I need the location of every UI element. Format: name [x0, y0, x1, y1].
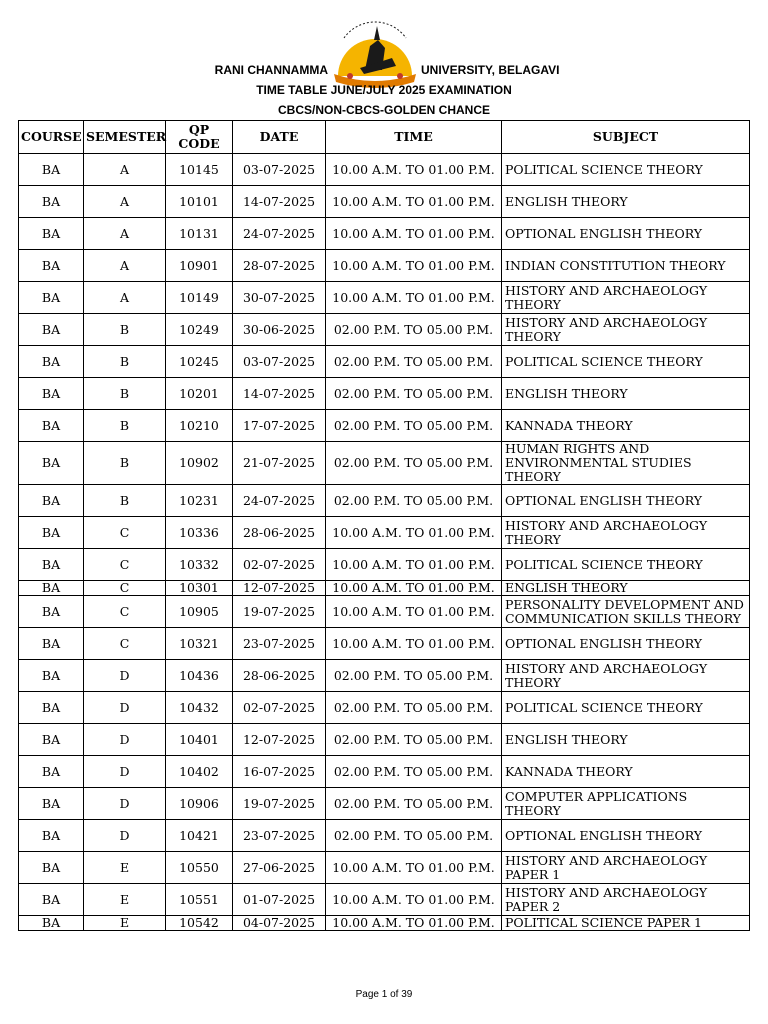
semester-cell: C: [84, 517, 166, 549]
course-cell: BA: [19, 250, 84, 282]
date-cell: 28-07-2025: [233, 250, 326, 282]
date-cell: 17-07-2025: [233, 410, 326, 442]
subject-cell: POLITICAL SCIENCE THEORY: [502, 549, 750, 581]
subject-cell: KANNADA THEORY: [502, 410, 750, 442]
date-cell: 27-06-2025: [233, 852, 326, 884]
semester-cell: D: [84, 756, 166, 788]
qp-code-cell: 10905: [166, 596, 233, 628]
subject-cell: ENGLISH THEORY: [502, 724, 750, 756]
semester-cell: D: [84, 788, 166, 820]
course-cell: BA: [19, 692, 84, 724]
time-cell: 02.00 P.M. TO 05.00 P.M.: [326, 692, 502, 724]
table-row: [19, 724, 750, 756]
course-cell: BA: [19, 378, 84, 410]
exam-scheme: CBCS/NON-CBCS-GOLDEN CHANCE: [278, 103, 490, 117]
time-cell: 10.00 A.M. TO 01.00 P.M.: [326, 218, 502, 250]
subject-cell: PERSONALITY DEVELOPMENT AND COMMUNICATION SKILLS THEORY: [502, 596, 750, 628]
date-cell: 28-06-2025: [233, 517, 326, 549]
semester-cell: C: [84, 581, 166, 596]
time-cell: 10.00 A.M. TO 01.00 P.M.: [326, 154, 502, 186]
time-cell: 02.00 P.M. TO 05.00 P.M.: [326, 820, 502, 852]
column-header-course: COURSE: [19, 121, 84, 154]
date-cell: 02-07-2025: [233, 549, 326, 581]
date-cell: 01-07-2025: [233, 884, 326, 916]
course-cell: BA: [19, 628, 84, 660]
date-cell: 19-07-2025: [233, 788, 326, 820]
qp-code-cell: 10901: [166, 250, 233, 282]
subject-cell: HUMAN RIGHTS AND ENVIRONMENTAL STUDIES THEORY: [502, 442, 750, 485]
subject-cell: POLITICAL SCIENCE THEORY: [502, 692, 750, 724]
course-cell: BA: [19, 852, 84, 884]
qp-code-cell: 10245: [166, 346, 233, 378]
semester-cell: B: [84, 346, 166, 378]
course-cell: BA: [19, 756, 84, 788]
date-cell: 03-07-2025: [233, 154, 326, 186]
table-row: [19, 410, 750, 442]
semester-cell: C: [84, 596, 166, 628]
time-cell: 10.00 A.M. TO 01.00 P.M.: [326, 628, 502, 660]
time-cell: 10.00 A.M. TO 01.00 P.M.: [326, 186, 502, 218]
qp-code-cell: 10402: [166, 756, 233, 788]
qp-code-cell: 10101: [166, 186, 233, 218]
table-row: [19, 692, 750, 724]
course-cell: BA: [19, 916, 84, 931]
table-row: [19, 581, 750, 596]
table-row: [19, 660, 750, 692]
date-cell: 02-07-2025: [233, 692, 326, 724]
qp-code-cell: 10551: [166, 884, 233, 916]
qp-code-cell: 10336: [166, 517, 233, 549]
time-cell: 10.00 A.M. TO 01.00 P.M.: [326, 884, 502, 916]
date-cell: 28-06-2025: [233, 660, 326, 692]
course-cell: BA: [19, 549, 84, 581]
subject-cell: OPTIONAL ENGLISH THEORY: [502, 485, 750, 517]
time-cell: 02.00 P.M. TO 05.00 P.M.: [326, 660, 502, 692]
course-cell: BA: [19, 218, 84, 250]
date-cell: 14-07-2025: [233, 186, 326, 218]
semester-cell: B: [84, 378, 166, 410]
qp-code-cell: 10421: [166, 820, 233, 852]
date-cell: 12-07-2025: [233, 581, 326, 596]
date-cell: 30-07-2025: [233, 282, 326, 314]
semester-cell: A: [84, 282, 166, 314]
table-row: [19, 485, 750, 517]
table-row: [19, 517, 750, 549]
university-name-left: RANI CHANNAMMA: [214, 63, 328, 77]
course-cell: BA: [19, 788, 84, 820]
table-row: [19, 218, 750, 250]
table-row: [19, 884, 750, 916]
time-cell: 10.00 A.M. TO 01.00 P.M.: [326, 596, 502, 628]
qp-code-cell: 10321: [166, 628, 233, 660]
date-cell: 24-07-2025: [233, 485, 326, 517]
exam-title: TIME TABLE JUNE/JULY 2025 EXAMINATION: [256, 83, 512, 97]
table-header-row: [19, 121, 750, 154]
qp-code-cell: 10401: [166, 724, 233, 756]
table-row: [19, 756, 750, 788]
semester-cell: B: [84, 442, 166, 485]
date-cell: 30-06-2025: [233, 314, 326, 346]
qp-code-cell: 10231: [166, 485, 233, 517]
course-cell: BA: [19, 724, 84, 756]
qp-code-cell: 10432: [166, 692, 233, 724]
semester-cell: D: [84, 660, 166, 692]
semester-cell: C: [84, 628, 166, 660]
qp-code-cell: 10249: [166, 314, 233, 346]
date-cell: 23-07-2025: [233, 820, 326, 852]
table-row: [19, 442, 750, 485]
semester-cell: B: [84, 314, 166, 346]
time-cell: 10.00 A.M. TO 01.00 P.M.: [326, 250, 502, 282]
column-header-date: DATE: [233, 121, 326, 154]
qp-code-cell: 10902: [166, 442, 233, 485]
table-row: [19, 378, 750, 410]
table-row: [19, 282, 750, 314]
semester-cell: E: [84, 852, 166, 884]
subject-cell: HISTORY AND ARCHAEOLOGY PAPER 1: [502, 852, 750, 884]
semester-cell: D: [84, 820, 166, 852]
subject-cell: HISTORY AND ARCHAEOLOGY PAPER 2: [502, 884, 750, 916]
column-header-semester: SEMESTER: [84, 121, 166, 154]
semester-cell: E: [84, 916, 166, 931]
subject-cell: OPTIONAL ENGLISH THEORY: [502, 628, 750, 660]
table-row: [19, 250, 750, 282]
table-row: [19, 596, 750, 628]
subject-cell: POLITICAL SCIENCE THEORY: [502, 346, 750, 378]
table-row: [19, 916, 750, 931]
date-cell: 14-07-2025: [233, 378, 326, 410]
university-emblem-icon: [330, 18, 420, 88]
subject-cell: COMPUTER APPLICATIONS THEORY: [502, 788, 750, 820]
timetable: [18, 120, 750, 931]
course-cell: BA: [19, 186, 84, 218]
qp-code-cell: 10542: [166, 916, 233, 931]
date-cell: 03-07-2025: [233, 346, 326, 378]
qp-code-cell: 10201: [166, 378, 233, 410]
time-cell: 10.00 A.M. TO 01.00 P.M.: [326, 581, 502, 596]
subject-cell: ENGLISH THEORY: [502, 581, 750, 596]
semester-cell: E: [84, 884, 166, 916]
course-cell: BA: [19, 282, 84, 314]
semester-cell: A: [84, 250, 166, 282]
column-header-subject: SUBJECT: [502, 121, 750, 154]
time-cell: 02.00 P.M. TO 05.00 P.M.: [326, 410, 502, 442]
qp-code-cell: 10131: [166, 218, 233, 250]
university-name-right: UNIVERSITY, BELAGAVI: [421, 63, 560, 77]
semester-cell: A: [84, 218, 166, 250]
course-cell: BA: [19, 410, 84, 442]
date-cell: 19-07-2025: [233, 596, 326, 628]
time-cell: 02.00 P.M. TO 05.00 P.M.: [326, 724, 502, 756]
subject-cell: KANNADA THEORY: [502, 756, 750, 788]
semester-cell: B: [84, 485, 166, 517]
subject-cell: OPTIONAL ENGLISH THEORY: [502, 218, 750, 250]
time-cell: 10.00 A.M. TO 01.00 P.M.: [326, 282, 502, 314]
time-cell: 02.00 P.M. TO 05.00 P.M.: [326, 346, 502, 378]
date-cell: 23-07-2025: [233, 628, 326, 660]
table-row: [19, 346, 750, 378]
time-cell: 10.00 A.M. TO 01.00 P.M.: [326, 916, 502, 931]
table-row: [19, 628, 750, 660]
date-cell: 12-07-2025: [233, 724, 326, 756]
subject-cell: POLITICAL SCIENCE THEORY: [502, 154, 750, 186]
qp-code-cell: 10906: [166, 788, 233, 820]
subject-cell: POLITICAL SCIENCE PAPER 1: [502, 916, 750, 931]
course-cell: BA: [19, 517, 84, 549]
page-number: Page 1 of 39: [355, 989, 413, 1000]
semester-cell: C: [84, 549, 166, 581]
document-header: [0, 0, 768, 120]
qp-code-cell: 10550: [166, 852, 233, 884]
table-row: [19, 314, 750, 346]
time-cell: 10.00 A.M. TO 01.00 P.M.: [326, 852, 502, 884]
semester-cell: D: [84, 724, 166, 756]
table-row: [19, 154, 750, 186]
subject-cell: HISTORY AND ARCHAEOLOGY THEORY: [502, 517, 750, 549]
time-cell: 02.00 P.M. TO 05.00 P.M.: [326, 788, 502, 820]
time-cell: 02.00 P.M. TO 05.00 P.M.: [326, 442, 502, 485]
qp-code-cell: 10210: [166, 410, 233, 442]
semester-cell: A: [84, 154, 166, 186]
time-cell: 02.00 P.M. TO 05.00 P.M.: [326, 756, 502, 788]
semester-cell: B: [84, 410, 166, 442]
subject-cell: ENGLISH THEORY: [502, 186, 750, 218]
qp-code-cell: 10149: [166, 282, 233, 314]
qp-code-cell: 10332: [166, 549, 233, 581]
date-cell: 24-07-2025: [233, 218, 326, 250]
table-row: [19, 852, 750, 884]
subject-cell: ENGLISH THEORY: [502, 378, 750, 410]
time-cell: 02.00 P.M. TO 05.00 P.M.: [326, 314, 502, 346]
course-cell: BA: [19, 154, 84, 186]
semester-cell: D: [84, 692, 166, 724]
table-row: [19, 820, 750, 852]
subject-cell: HISTORY AND ARCHAEOLOGY THEORY: [502, 314, 750, 346]
table-row: [19, 186, 750, 218]
time-cell: 10.00 A.M. TO 01.00 P.M.: [326, 517, 502, 549]
time-cell: 02.00 P.M. TO 05.00 P.M.: [326, 485, 502, 517]
subject-cell: INDIAN CONSTITUTION THEORY: [502, 250, 750, 282]
course-cell: BA: [19, 346, 84, 378]
course-cell: BA: [19, 314, 84, 346]
qp-code-cell: 10145: [166, 154, 233, 186]
course-cell: BA: [19, 820, 84, 852]
column-header-qp-code: QP CODE: [166, 121, 233, 154]
column-header-time: TIME: [326, 121, 502, 154]
subject-cell: OPTIONAL ENGLISH THEORY: [502, 820, 750, 852]
course-cell: BA: [19, 581, 84, 596]
date-cell: 04-07-2025: [233, 916, 326, 931]
time-cell: 02.00 P.M. TO 05.00 P.M.: [326, 378, 502, 410]
qp-code-cell: 10436: [166, 660, 233, 692]
date-cell: 21-07-2025: [233, 442, 326, 485]
subject-cell: HISTORY AND ARCHAEOLOGY THEORY: [502, 660, 750, 692]
course-cell: BA: [19, 596, 84, 628]
table-row: [19, 788, 750, 820]
course-cell: BA: [19, 485, 84, 517]
course-cell: BA: [19, 442, 84, 485]
time-cell: 10.00 A.M. TO 01.00 P.M.: [326, 549, 502, 581]
date-cell: 16-07-2025: [233, 756, 326, 788]
course-cell: BA: [19, 884, 84, 916]
course-cell: BA: [19, 660, 84, 692]
subject-cell: HISTORY AND ARCHAEOLOGY THEORY: [502, 282, 750, 314]
semester-cell: A: [84, 186, 166, 218]
table-row: [19, 549, 750, 581]
qp-code-cell: 10301: [166, 581, 233, 596]
